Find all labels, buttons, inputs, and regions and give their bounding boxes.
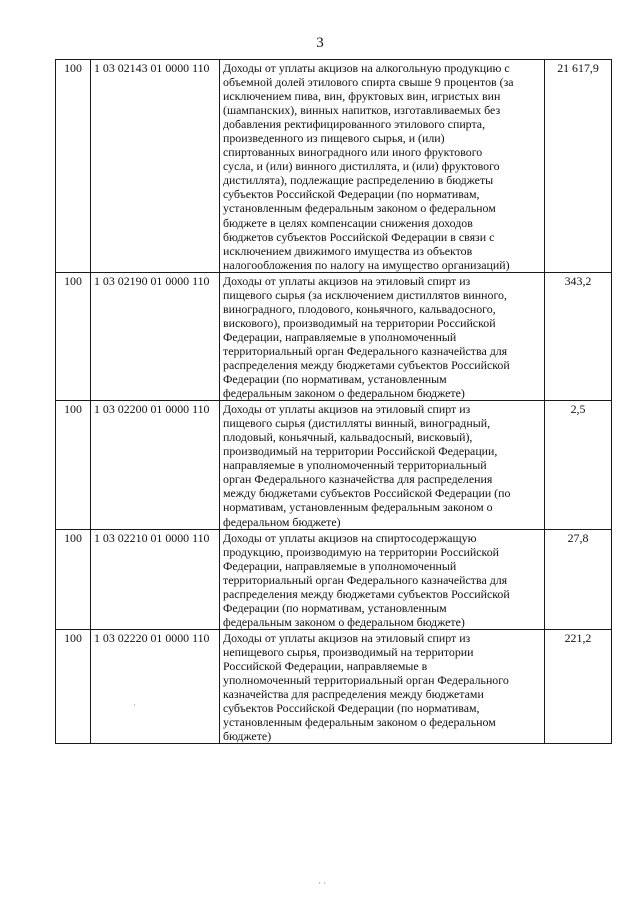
revenue-name-line: территориальный орган Федерального казначейства для (223, 343, 508, 358)
revenue-name-line: Доходы от уплаты акцизов на этиловый спирт из (223, 402, 471, 417)
table-row (56, 272, 612, 400)
admin-code-cell: 100 (56, 272, 91, 400)
revenue-name-line: произведенного из пищевого сырья, и (или) (223, 131, 445, 146)
revenue-name-line: продукцию, производимую на территории Российской (223, 544, 499, 559)
budget-revenue-table (55, 59, 612, 744)
revenue-name-line: добавления ректифицированного этилового спирта, (223, 117, 486, 132)
page-number: 3 (316, 35, 324, 51)
revenue-name-line: бюджетов субъектов Российской Федерации в связи с (223, 229, 495, 244)
revenue-name-line: субъектов Российской Федерации (по нормативам, (223, 187, 480, 202)
table-row (56, 60, 612, 273)
revenue-name-cell (220, 401, 545, 529)
revenue-name-line: федеральном бюджете) (223, 514, 341, 529)
revenue-name-line: территориальный орган Федерального казначейства для (223, 572, 508, 587)
scan-speck: · · (318, 878, 327, 888)
revenue-name-line: установленным федеральным законом о федеральном (223, 201, 496, 216)
revenue-name-line: казначейства для распределения между бюджетами (223, 687, 484, 702)
budget-code-cell: 1 03 02210 01 0000 110 (91, 529, 220, 629)
revenue-name-cell (220, 629, 545, 743)
revenue-name-line: непищевого сырья, производимый на территории (223, 644, 474, 659)
revenue-name-cell (220, 529, 545, 629)
revenue-name-line: объемной долей этилового спирта свыше 9 процентов (за (223, 75, 514, 90)
revenue-name-line: Российской Федерации, направляемые в (223, 658, 428, 673)
revenue-name-line: бюджете в целях компенсации снижения доходов (223, 215, 473, 230)
table-row (56, 401, 612, 529)
revenue-name-line: Федерации (по нормативам, установленным (223, 372, 447, 387)
budget-code-cell: 1 03 02220 01 0000 110 (91, 629, 220, 743)
revenue-name-line: субъектов Российской Федерации (по нормативам, (223, 701, 480, 716)
revenue-name-line: орган Федерального казначейства для распределения (223, 472, 493, 487)
revenue-name-line: плодовый, коньячный, кальвадосный, висковый), (223, 430, 473, 445)
revenue-name-line: вискового), производимый на территории Российской (223, 315, 496, 330)
revenue-name-line: нормативам, установленным федеральным законом о (223, 500, 493, 515)
scan-speck: · (133, 700, 136, 710)
revenue-name-line: Федерации (по нормативам, установленным (223, 600, 447, 615)
revenue-name-line: спиртованных виноградного или иного фруктового (223, 145, 483, 160)
revenue-name-line: пищевого сырья (за исключением дистиллятов винного, (223, 287, 507, 302)
revenue-name-line: Доходы от уплаты акцизов на этиловый спирт из (223, 273, 471, 288)
amount-cell: 27,8 (545, 529, 612, 629)
revenue-name-line: бюджете) (223, 729, 272, 744)
admin-code-cell: 100 (56, 401, 91, 529)
revenue-name-line: федеральным законом о федеральном бюджете) (223, 386, 465, 401)
amount-cell: 21 617,9 (545, 60, 612, 273)
amount-cell: 221,2 (545, 629, 612, 743)
budget-code-cell: 1 03 02143 01 0000 110 (91, 60, 220, 273)
revenue-name-line: уполномоченный территориальный орган Федерального (223, 673, 509, 688)
revenue-name-line: установленным федеральным законом о федеральном (223, 715, 496, 730)
table-row (56, 629, 612, 743)
revenue-name-line: Доходы от уплаты акцизов на алкогольную продукцию с (223, 61, 510, 75)
revenue-name-line: направляемые в уполномоченный территориальный (223, 458, 487, 473)
revenue-name-cell (220, 60, 545, 273)
revenue-name-line: Доходы от уплаты акцизов на спиртосодержащую (223, 530, 477, 545)
revenue-name-line: между бюджетами субъектов Российской Федерации (по (223, 486, 511, 501)
revenue-name-line: Федерации, направляемые в уполномоченный (223, 329, 457, 344)
budget-code-cell: 1 03 02190 01 0000 110 (91, 272, 220, 400)
amount-cell: 343,2 (545, 272, 612, 400)
revenue-name-line: налогообложения по налогу на имущество организаций) (223, 257, 510, 272)
budget-code-cell: 1 03 02200 01 0000 110 (91, 401, 220, 529)
revenue-name-line: дистиллята), подлежащие распределению в бюджеты (223, 173, 494, 188)
revenue-name-line: федеральным законом о федеральном бюджете) (223, 614, 465, 629)
table-row (56, 529, 612, 629)
revenue-name-line: виноградного, плодового, коньячного, кальвадосного, (223, 301, 496, 316)
revenue-name-line: исключением пива, вин, фруктовых вин, игристых вин (223, 89, 501, 104)
revenue-name-line: (шампанских), винных напитков, изготавливаемых без (223, 103, 501, 118)
amount-cell: 2,5 (545, 401, 612, 529)
revenue-name-line: Федерации, направляемые в уполномоченный (223, 558, 457, 573)
revenue-name-cell (220, 272, 545, 400)
admin-code-cell: 100 (56, 629, 91, 743)
revenue-name-line: распределения между бюджетами субъектов Российской (223, 586, 510, 601)
admin-code-cell: 100 (56, 60, 91, 273)
revenue-name-line: распределения между бюджетами субъектов Российской (223, 357, 510, 372)
revenue-name-line: пищевого сырья (дистилляты винный, виноградный, (223, 416, 491, 431)
revenue-name-line: исключением движимого имущества из объектов (223, 243, 473, 258)
admin-code-cell: 100 (56, 529, 91, 629)
revenue-name-line: Доходы от уплаты акцизов на этиловый спирт из (223, 630, 471, 645)
revenue-name-line: производимый на территории Российской Федерации, (223, 444, 498, 459)
revenue-name-line: сусла, и (или) винного дистиллята, и (или) фруктового (223, 159, 500, 174)
